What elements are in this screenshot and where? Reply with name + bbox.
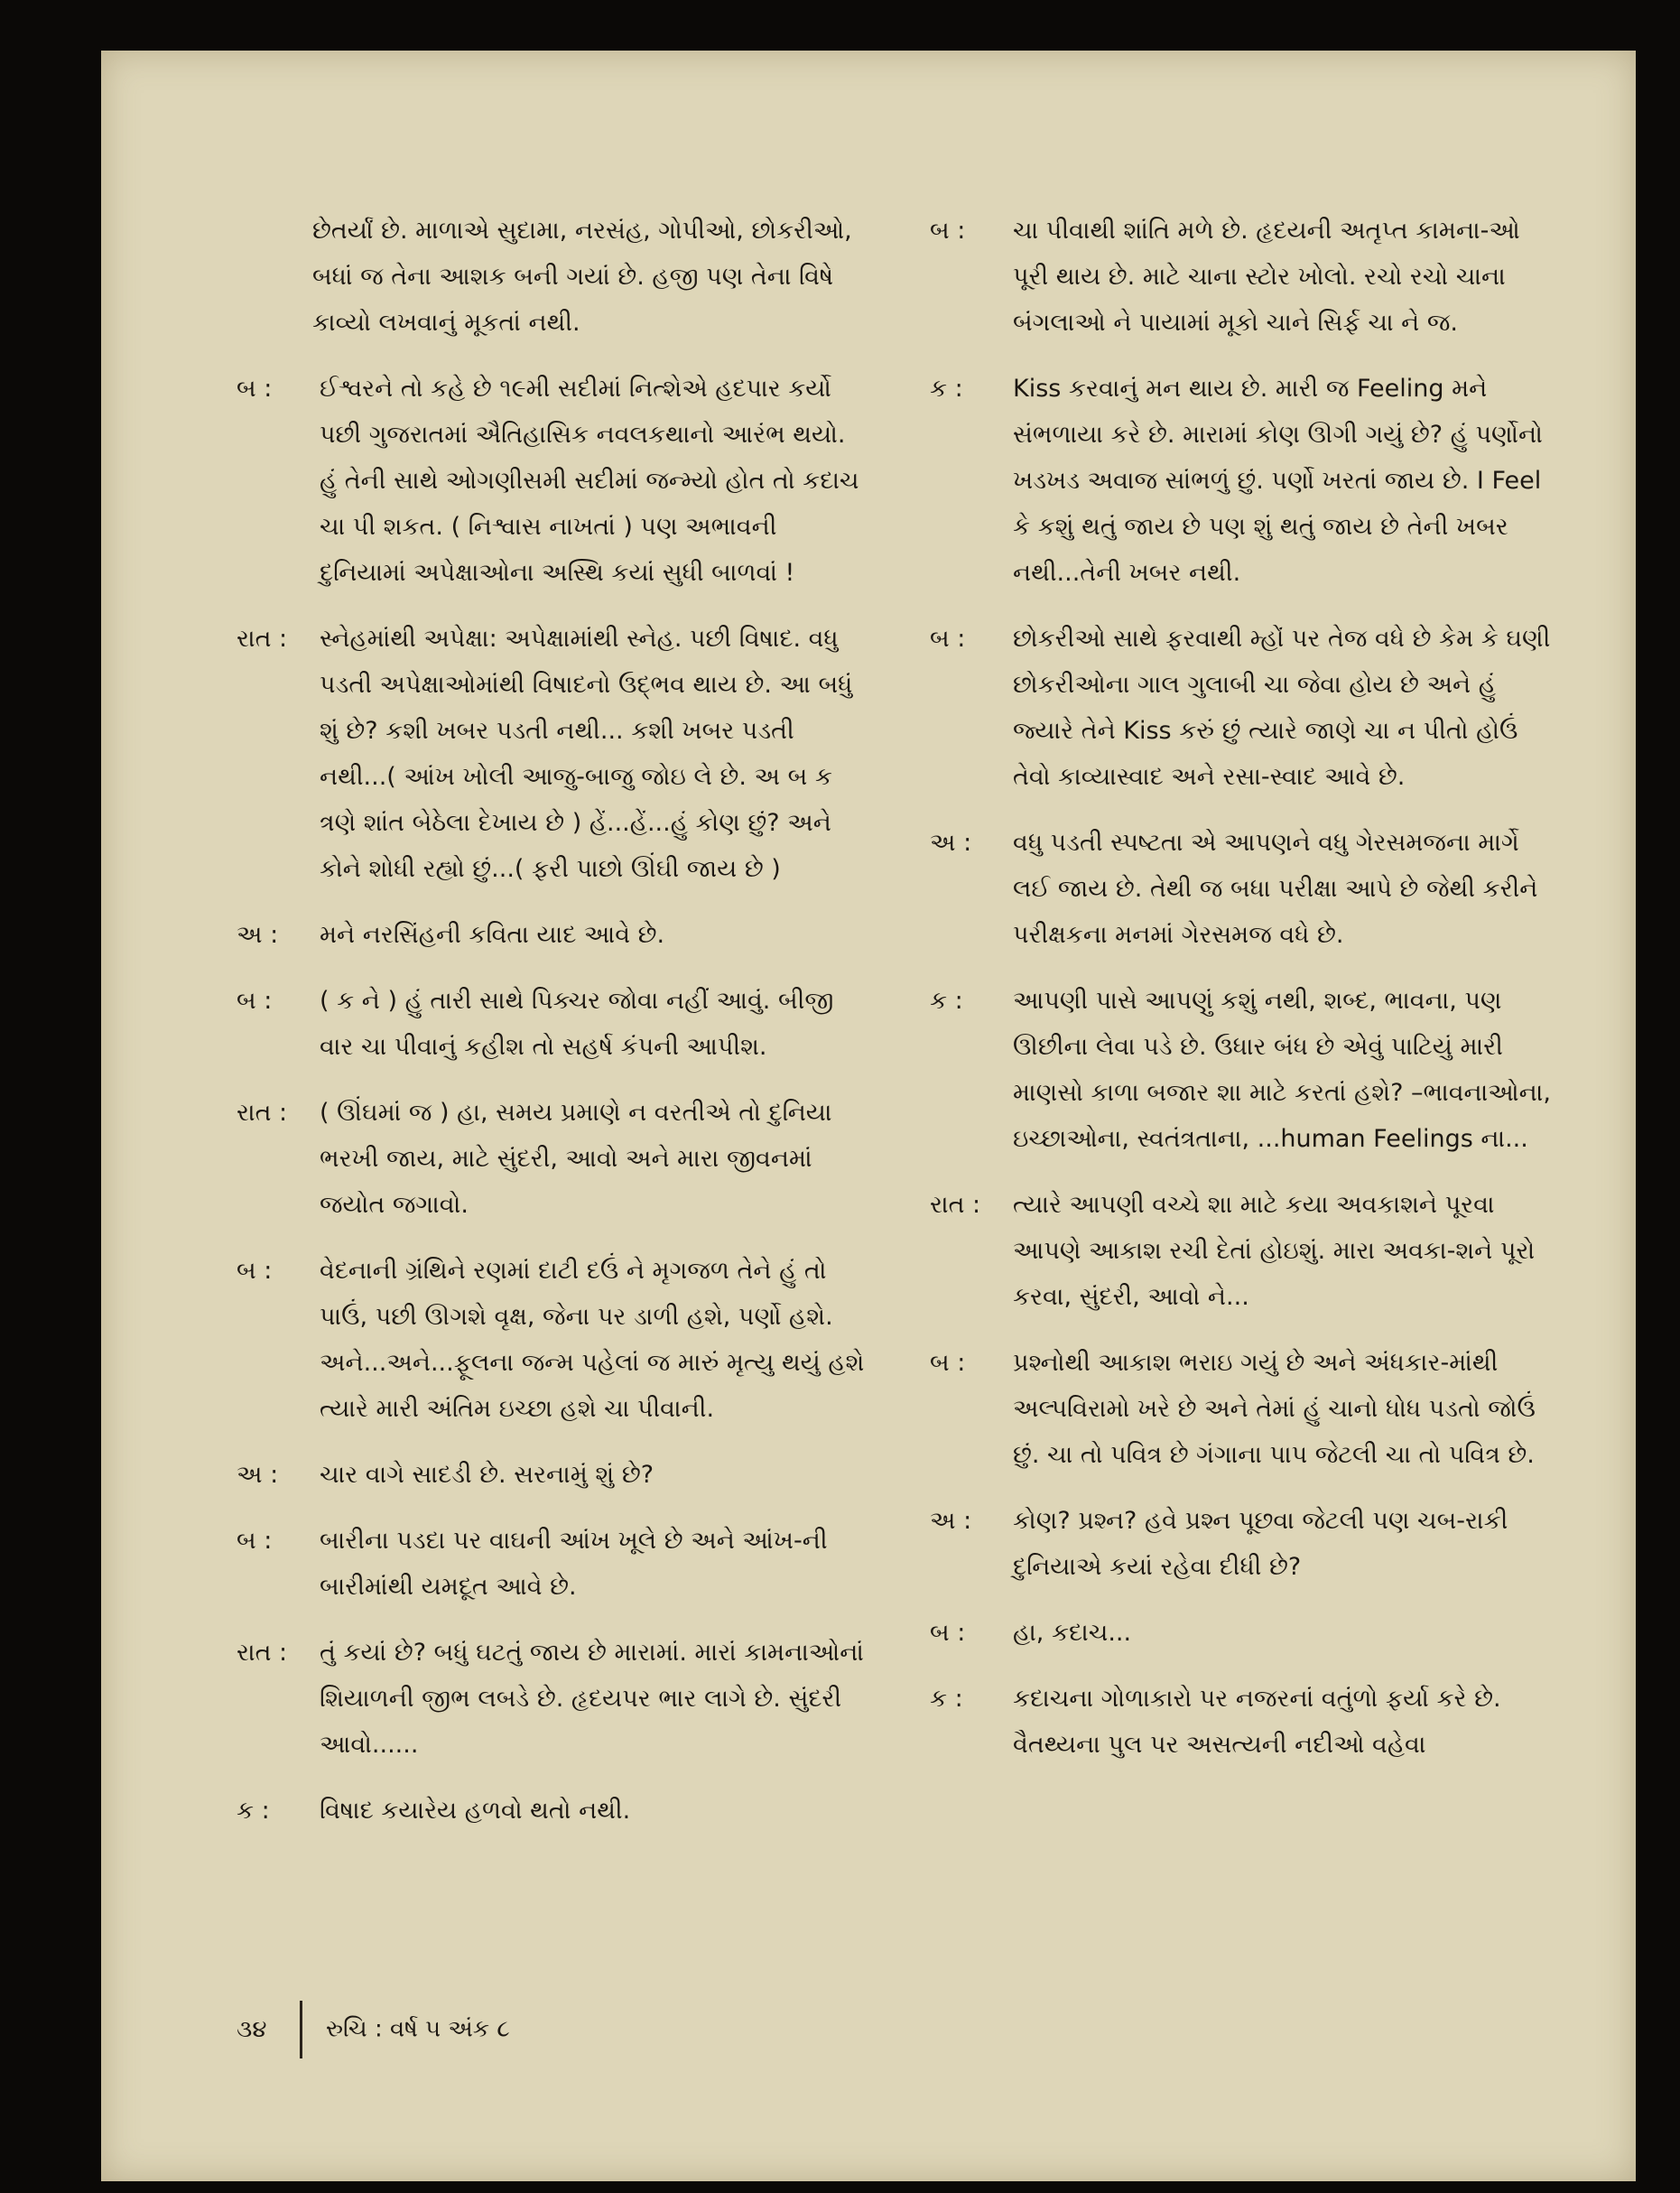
dialogue-text: વેદનાની ગ્રંથિને રણમાં દાટી દઉં ને મૃગજળ તેને હું તો પાઉં, પછી ઊગશે વૃક્ષ, જેના પર ડાળી હશે, પર્ણો હશે. અને...અને...ફૂલના જન્મ પહેલાં જ મારું મૃત્યુ થયું હશે ત્યારે મારી અંતિમ ઇચ્છા હશે ચા પીવાની. <box>320 1257 865 1423</box>
dialogue-text: તું કયાં છે? બધું ઘટતું જાય છે મારામાં. મારાં કામનાઓનાં શિયાળની જીભ લબડે છે. હૃદયપર ભાર લાગે છે. સુંદરી આવો...... <box>320 1639 864 1759</box>
dialogue-text: ઈશ્વરને તો કહે છે ૧૯મી સદીમાં નિત્શેએ હદપાર કર્યો પછી ગુજરાતમાં ઐતિહાસિક નવલકથાનો આરંભ થયો. હું તેની સાથે ઓગણીસમી સદીમાં જન્મ્યો હોત તો કદાચ ચા પી શકત. ( નિશ્વાસ નાખતાં ) પણ અભાવની દુનિયામાં અપેક્ષાઓના અસ્થિ કયાં સુધી બાળવાં ! <box>320 375 859 587</box>
speaker-label: અ : <box>930 829 972 857</box>
speaker-label: બ : <box>930 625 966 653</box>
speaker-label: બ : <box>237 1257 273 1285</box>
speaker-label: બ : <box>930 1619 966 1647</box>
dialogue-text: વધુ પડતી સ્પષ્ટતા એ આપણને વધુ ગેરસમજના માર્ગે લઈ જાય છે. તેથી જ બધા પરીક્ષા આપે છે જેથી કરીને પરીક્ષકના મનમાં ગેરસમજ વધે છે. <box>1013 829 1538 949</box>
dialogue-text: પ્રશ્નોથી આકાશ ભરાઇ ગયું છે અને અંધકાર-માંથી અલ્પવિરામો ખરે છે અને તેમાં હું ચાનો ધોધ પડતો જોઉં છું. ચા તો પવિત્ર છે ગંગાના પાપ જેટલી ચા તો પવિત્ર છે. <box>1013 1349 1536 1469</box>
dialogue-entry <box>237 1788 868 1834</box>
dialogue-entry <box>930 208 1562 346</box>
dialogue-text: આપણી પાસે આપણું કશું નથી, શબ્દ, ભાવના, પણ ઊછીના લેવા પડે છે. ઉધાર બંધ છે એવું પાટિયું મારી માણસો કાળા બજાર શા માટે કરતાં હશે? –ભાવનાઓના, ઇચ્છાઓના, સ્વતંત્રતાના, ...human Feelings ના... <box>1013 987 1551 1153</box>
speaker-label: બ : <box>237 1527 273 1555</box>
dialogue-entry <box>930 1340 1562 1478</box>
speaker-label: અ : <box>237 1461 279 1489</box>
speaker-label: બ : <box>930 1349 966 1377</box>
dialogue-text: ચા પીવાથી શાંતિ મળે છે. હૃદયની અતૃપ્ત કામના-ઓ પૂરી થાય છે. માટે ચાના સ્ટોર ખોલો. રચો રચો ચાના બંગલાઓ ને પાયામાં મૂકો ચાને સિર્ફ ચા ને જ. <box>1013 217 1520 337</box>
intro-paragraph: છેતર્યાં છે. માળાએ સુદામા, નરસંહ, ગોપીઓ, છોકરીઓ, બધાં જ તેના આશક બની ગયાં છે. હજી પણ તેના વિષે કાવ્યો લખવાનું મૂકતાં નથી. <box>312 217 852 337</box>
dialogue-text: ચાર વાગે સાદડી છે. સરનામું શું છે? <box>320 1461 654 1489</box>
dialogue-entry <box>930 366 1562 596</box>
journal-issue: રુચિ : વર્ષ ૫ અંક ૮ <box>326 2015 510 2043</box>
speaker-label: બ : <box>930 217 966 245</box>
speaker-label: અ : <box>237 921 279 949</box>
dialogue-entry <box>237 1630 868 1768</box>
speaker-label: રાત : <box>237 1639 288 1667</box>
left-column <box>237 208 868 1854</box>
dialogue-entry <box>237 616 868 892</box>
dialogue-entry <box>237 978 868 1070</box>
dialogue-text: છોકરીઓ સાથે ફરવાથી મ્હોં પર તેજ વધે છે કેમ કે ઘણી છોકરીઓના ગાલ ગુલાબી ચા જેવા હોય છે અને હું જ્યારે તેને Kiss કરું છું ત્યારે જાણે ચા ન પીતો હોઉં તેવો કાવ્યાસ્વાદ અને રસા-સ્વાદ આવે છે. <box>1013 625 1551 791</box>
dialogue-entry <box>237 366 868 596</box>
dialogue-text: વિષાદ કયારેય હળવો થતો નથી. <box>320 1797 631 1825</box>
right-column <box>930 208 1562 1788</box>
dialogue-text: Kiss કરવાનું મન થાય છે. મારી જ Feeling મને સંભળાયા કરે છે. મારામાં કોણ ઊગી ગયું છે? હું પર્ણોનો ખડખડ અવાજ સાંભળું છું. પર્ણો ખરતાં જાય છે. I Feel કે કશું થતું જાય છે પણ શું થતું જાય છે તેની ખબર નથી...તેની ખબર નથી. <box>1013 375 1543 587</box>
dialogue-entry <box>237 1452 868 1498</box>
dialogue-entry <box>930 1610 1562 1656</box>
speaker-label: ક : <box>237 1797 270 1825</box>
speaker-label: રાત : <box>237 1099 288 1127</box>
dialogue-text: ( ક ને ) હું તારી સાથે પિક્ચર જોવા નહીં આવું. બીજી વાર ચા પીવાનું કહીશ તો સહર્ષ કંપની આપીશ. <box>320 987 834 1061</box>
dialogue-entry <box>930 978 1562 1162</box>
dialogue-text: ત્યારે આપણી વચ્ચે શા માટે કયા અવકાશને પૂરવા આપણે આકાશ રચી દેતાં હોઇશું. મારા અવકા-શને પૂરો કરવા, સુંદરી, આવો ને... <box>1013 1191 1536 1311</box>
speaker-label: બ : <box>237 375 273 403</box>
page-number: ૩૪ <box>237 2015 267 2043</box>
dialogue-text: બારીના પડદા પર વાઘની આંખ ખૂલે છે અને આંખ-ની બારીમાંથી યમદૂત આવે છે. <box>320 1527 828 1601</box>
speaker-label: ક : <box>930 375 963 403</box>
speaker-label: બ : <box>237 987 273 1015</box>
dialogue-entry <box>237 1248 868 1432</box>
dialogue-entry <box>930 1676 1562 1768</box>
footer-divider <box>300 2001 302 2058</box>
dialogue-text: હા, કદાચ... <box>1013 1619 1132 1647</box>
speaker-label: ક : <box>930 1685 963 1713</box>
dialogue-text: કદાચના ગોળાકારો પર નજરનાં વતુંળો ફર્યા કરે છે. વૈતથ્યના પુલ પર અસત્યની નદીઓ વહેવા <box>1013 1685 1501 1759</box>
page-footer <box>237 2001 510 2055</box>
speaker-label: રાત : <box>930 1191 981 1219</box>
speaker-label: ક : <box>930 987 963 1015</box>
dialogue-entry <box>930 616 1562 800</box>
dialogue-text: સ્નેહમાંથી અપેક્ષા: અપેક્ષામાંથી સ્નેહ. પછી વિષાદ. વધુ પડતી અપેક્ષાઓમાંથી વિષાદનો ઉદ્ભવ થાય છે. આ બધું શું છે? કશી ખબર પડતી નથી... કશી ખબર પડતી નથી...( આંખ ખોલી આજુ-બાજુ જોઇ લે છે. અ બ ક ત્રણે શાંત બેઠેલા દેખાય છે ) હેં...હેં...હું કોણ છું? અને કોને શોધી રહ્યો છું...( ફરી પાછો ઊંઘી જાય છે ) <box>320 625 853 883</box>
dialogue-text: મને નરસિંહની કવિતા યાદ આવે છે. <box>320 921 665 949</box>
dialogue-entry <box>930 1182 1562 1320</box>
speaker-label: અ : <box>930 1507 972 1535</box>
dialogue-entry <box>930 820 1562 958</box>
speaker-label: રાત : <box>237 625 288 653</box>
dialogue-text: કોણ? પ્રશ્ન? હવે પ્રશ્ન પૂછવા જેટલી પણ ચબ-રાકી દુનિયાએ કયાં રહેવા દીધી છે? <box>1013 1507 1508 1581</box>
dialogue-text: ( ઊંઘમાં જ ) હા, સમય પ્રમાણે ન વરતીએ તો દુનિયા ભરખી જાય, માટે સુંદરી, આવો અને મારા જીવનમાં જયોત જગાવો. <box>320 1099 832 1219</box>
dialogue-entry <box>237 1090 868 1228</box>
dialogue-entry <box>237 1518 868 1610</box>
dialogue-entry <box>237 912 868 958</box>
dialogue-entry <box>930 1498 1562 1590</box>
